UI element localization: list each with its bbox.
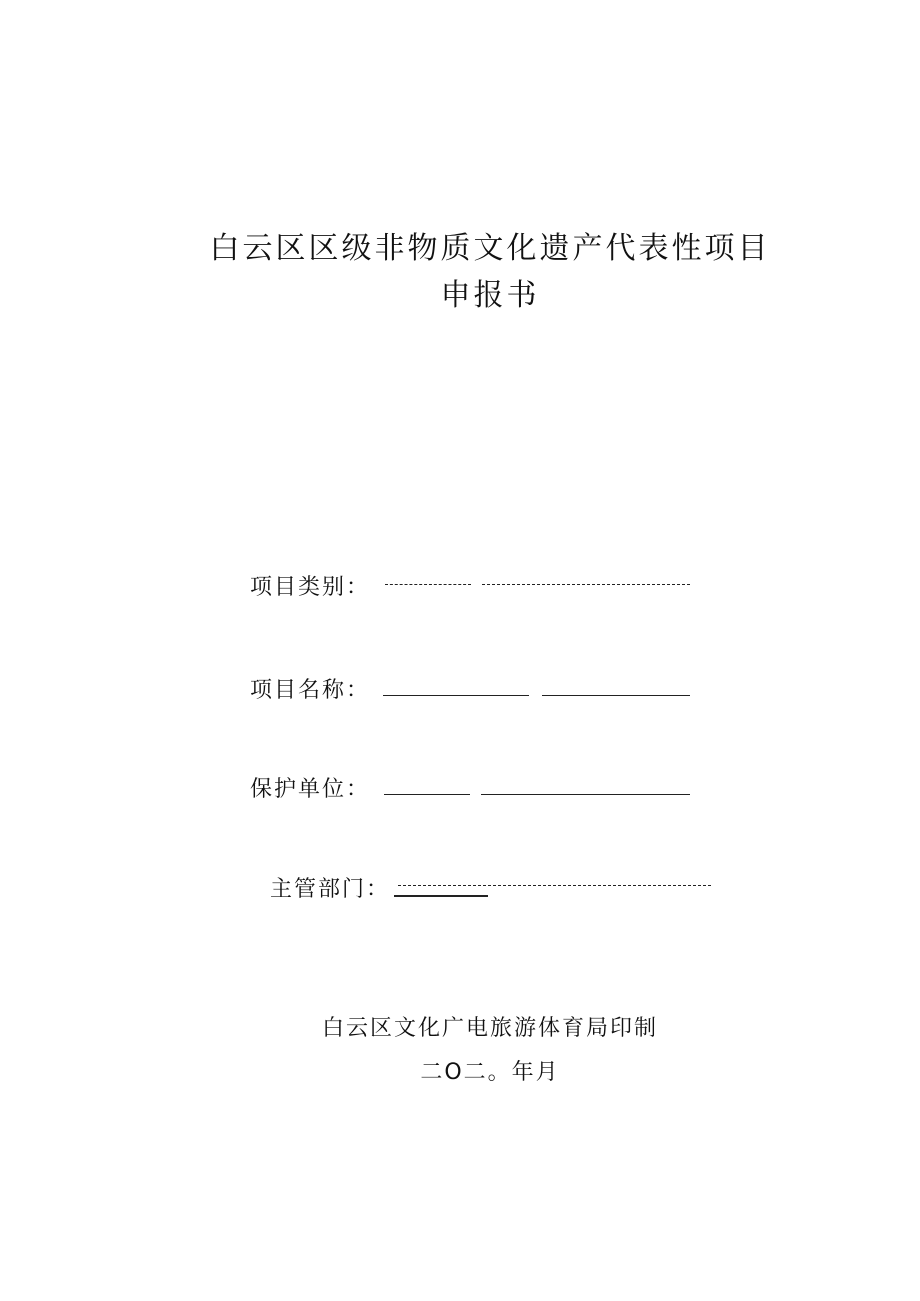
date-line: 二O二。年月 bbox=[420, 1060, 560, 1085]
project-name-label: 项目名称： bbox=[250, 678, 371, 703]
protection-unit-blank-1 bbox=[384, 794, 470, 795]
title-line-2: 申报书 bbox=[440, 278, 540, 313]
field-project-category bbox=[250, 570, 710, 610]
issuer-line: 白云区文化广电旅游体育局印制 bbox=[321, 1016, 658, 1041]
project-name-blank-2 bbox=[542, 695, 690, 696]
supervising-dept-blank-underline bbox=[394, 895, 488, 897]
field-protection-unit bbox=[250, 772, 710, 812]
title-line-1: 白云区区级非物质文化遗产代表性项目 bbox=[209, 231, 771, 266]
supervising-dept-blank-dashed bbox=[398, 885, 711, 886]
project-category-blank-2 bbox=[482, 584, 690, 585]
protection-unit-label: 保护单位： bbox=[250, 777, 371, 802]
supervising-dept-label: 主管部门： bbox=[270, 877, 391, 902]
project-name-blank-1 bbox=[383, 695, 529, 696]
project-category-blank-1 bbox=[385, 584, 471, 585]
field-project-name bbox=[250, 673, 710, 713]
protection-unit-blank-2 bbox=[481, 794, 690, 795]
project-category-label: 项目类别： bbox=[250, 575, 371, 600]
field-supervising-dept bbox=[270, 872, 720, 912]
